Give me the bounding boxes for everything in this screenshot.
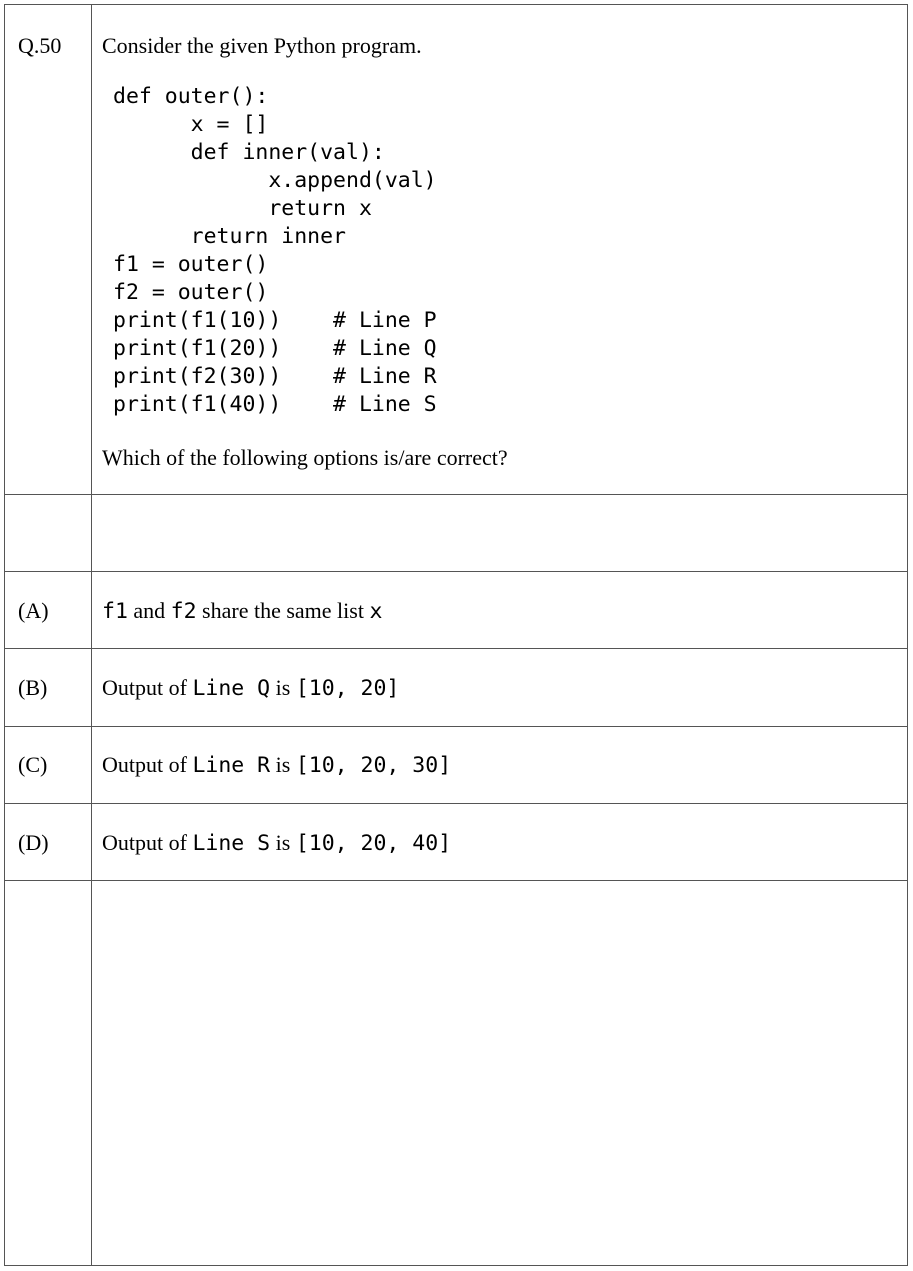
code-line: return inner xyxy=(113,224,346,249)
column-divider xyxy=(91,5,92,1265)
code-term: Line R xyxy=(192,753,271,778)
code-term: Line S xyxy=(192,831,271,856)
question-number: Q.50 xyxy=(18,33,62,58)
row-divider xyxy=(5,803,907,804)
code-line: print(f1(40)) # Line S xyxy=(113,392,437,417)
code-term: Line Q xyxy=(192,676,271,701)
row-divider xyxy=(5,726,907,727)
option-text-part: is xyxy=(270,830,296,855)
code-term: f2 xyxy=(170,599,197,624)
question-intro: Consider the given Python program. xyxy=(102,33,422,58)
option-d-text xyxy=(102,830,451,857)
option-text-part: Output of xyxy=(102,752,193,777)
question-table xyxy=(4,4,908,1266)
code-line: return x xyxy=(113,196,372,221)
option-d-label: (D) xyxy=(18,830,49,855)
option-a-label: (A) xyxy=(18,598,49,623)
question-prompt: Which of the following options is/are correct? xyxy=(102,445,508,470)
code-term: f1 xyxy=(102,599,128,624)
option-text-part: and xyxy=(127,598,171,623)
code-line: print(f1(20)) # Line Q xyxy=(113,336,437,361)
option-text-part: share the same list xyxy=(196,598,370,623)
code-term: [10, 20, 40] xyxy=(295,831,452,856)
row-divider xyxy=(5,494,907,495)
option-b-text xyxy=(102,675,399,702)
option-c-label: (C) xyxy=(18,752,48,777)
row-divider xyxy=(5,648,907,649)
option-text-part: Output of xyxy=(102,675,193,700)
code-term: [10, 20, 30] xyxy=(295,753,452,778)
code-line: print(f1(10)) # Line P xyxy=(113,308,437,333)
code-term: x xyxy=(369,599,383,624)
code-line: def inner(val): xyxy=(113,140,385,165)
option-a-text xyxy=(102,598,382,625)
option-c-text xyxy=(102,752,451,779)
python-code-block xyxy=(113,83,437,419)
row-divider xyxy=(5,880,907,881)
row-divider xyxy=(5,571,907,572)
code-line: f2 = outer() xyxy=(113,280,269,305)
code-line: x.append(val) xyxy=(113,168,437,193)
code-term: [10, 20] xyxy=(295,676,400,701)
option-b-label: (B) xyxy=(18,675,48,700)
code-line: f1 = outer() xyxy=(113,252,269,277)
option-text-part: Output of xyxy=(102,830,193,855)
option-text-part: is xyxy=(270,675,296,700)
option-text-part: is xyxy=(270,752,296,777)
code-line: print(f2(30)) # Line R xyxy=(113,364,437,389)
code-line: def outer(): xyxy=(113,84,269,109)
code-line: x = [] xyxy=(113,112,269,137)
